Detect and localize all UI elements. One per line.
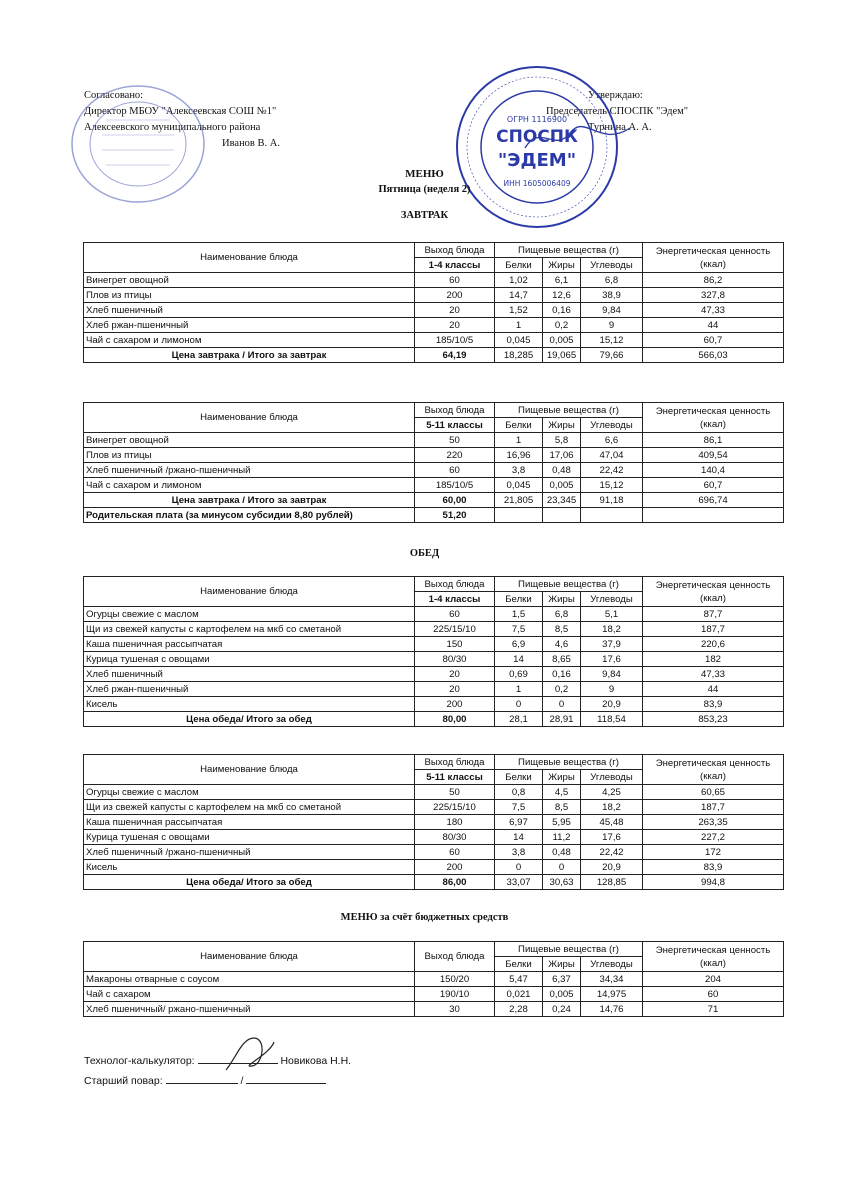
table-row: [84, 815, 784, 830]
dish-carbs: 34,34: [581, 972, 643, 987]
dish-carbs: 9,84: [581, 303, 643, 318]
dish-carbs: 128,85: [581, 875, 643, 890]
parent-fee-value: 51,20: [415, 508, 495, 523]
col-nutrients: Пищевые вещества (г): [495, 577, 643, 592]
col-fats: Жиры: [543, 770, 581, 785]
dish-carbs: 6,8: [581, 273, 643, 288]
dish-carbs: 5,1: [581, 607, 643, 622]
col-fats: Жиры: [543, 957, 581, 972]
table-row: [84, 273, 784, 288]
dish-proteins: 33,07: [495, 875, 543, 890]
table-row: [84, 622, 784, 637]
dish-output: 200: [415, 697, 495, 712]
table-row: [84, 972, 784, 987]
dish-energy: 327,8: [643, 288, 784, 303]
dish-energy: 696,74: [643, 493, 784, 508]
technologist-name: Новикова Н.Н.: [280, 1055, 352, 1067]
dish-name: Хлеб пшеничный /ржано-пшеничный: [84, 845, 415, 860]
table-row: [84, 682, 784, 697]
dish-energy: 44: [643, 682, 784, 697]
dish-output: 180: [415, 815, 495, 830]
table-row: [84, 800, 784, 815]
dish-name: Огурцы свежие с маслом: [84, 785, 415, 800]
dish-output: 150: [415, 637, 495, 652]
dish-output: 60: [415, 607, 495, 622]
dish-fats: 0,48: [543, 845, 581, 860]
dish-fats: 0,005: [543, 333, 581, 348]
table-row: [84, 637, 784, 652]
dish-output: 64,19: [415, 348, 495, 363]
approval-right-signer: Турнина А. А.: [588, 122, 652, 133]
col-output: Выход блюда: [415, 243, 495, 258]
dish-proteins: 2,28: [495, 1002, 543, 1017]
menu-title: МЕНЮ: [405, 168, 444, 180]
dish-fats: 6,37: [543, 972, 581, 987]
col-grade: 5-11 классы: [415, 770, 495, 785]
col-carbs: Углеводы: [581, 592, 643, 607]
total-row: [84, 348, 784, 363]
lunch-1-4-table: [83, 576, 784, 727]
budget-heading: МЕНЮ за счёт бюджетных средств: [340, 912, 509, 923]
dish-carbs: 22,42: [581, 845, 643, 860]
dish-proteins: 3,8: [495, 463, 543, 478]
table-row: [84, 607, 784, 622]
dish-name: Плов из птицы: [84, 288, 415, 303]
dish-fats: 19,065: [543, 348, 581, 363]
dish-fats: 0,005: [543, 987, 581, 1002]
dish-name: Чай с сахаром: [84, 987, 415, 1002]
dish-fats: 4,5: [543, 785, 581, 800]
dish-output: 20: [415, 667, 495, 682]
dish-fats: 0,005: [543, 478, 581, 493]
dish-name: Чай с сахаром и лимоном: [84, 478, 415, 493]
dish-proteins: 6,97: [495, 815, 543, 830]
dish-fats: 23,345: [543, 493, 581, 508]
dish-output: 80/30: [415, 830, 495, 845]
breakfast-5-11-table: [83, 402, 784, 523]
dish-output: 20: [415, 303, 495, 318]
dish-output: 86,00: [415, 875, 495, 890]
col-dish: Наименование блюда: [84, 577, 415, 607]
dish-carbs: 47,04: [581, 448, 643, 463]
col-proteins: Белки: [495, 258, 543, 273]
table-row: [84, 860, 784, 875]
col-carbs: Углеводы: [581, 957, 643, 972]
dish-proteins: 0,8: [495, 785, 543, 800]
dish-proteins: 1: [495, 682, 543, 697]
table-row: [84, 433, 784, 448]
total-row: [84, 493, 784, 508]
col-fats: Жиры: [543, 592, 581, 607]
dish-energy: 566,03: [643, 348, 784, 363]
col-proteins: Белки: [495, 418, 543, 433]
table-row: [84, 785, 784, 800]
dish-energy: 60,7: [643, 478, 784, 493]
col-energy: Энергетическая ценность (ккал): [643, 942, 784, 972]
dish-carbs: 20,9: [581, 697, 643, 712]
dish-name: Каша пшеничная рассыпчатая: [84, 815, 415, 830]
dish-name: Курица тушеная с овощами: [84, 830, 415, 845]
dish-carbs: 15,12: [581, 333, 643, 348]
dish-energy: 86,2: [643, 273, 784, 288]
dish-carbs: 14,76: [581, 1002, 643, 1017]
dish-output: 20: [415, 682, 495, 697]
dish-energy: 60,65: [643, 785, 784, 800]
dish-proteins: 0: [495, 697, 543, 712]
technologist-label: Технолог-калькулятор:: [84, 1055, 195, 1067]
dish-output: 60: [415, 463, 495, 478]
dish-energy: 44: [643, 318, 784, 333]
dish-energy: 60: [643, 987, 784, 1002]
col-fats: Жиры: [543, 418, 581, 433]
col-proteins: Белки: [495, 770, 543, 785]
table-row: [84, 448, 784, 463]
dish-proteins: 21,805: [495, 493, 543, 508]
dish-carbs: 118,54: [581, 712, 643, 727]
dish-name: Чай с сахаром и лимоном: [84, 333, 415, 348]
col-output: Выход блюда: [415, 403, 495, 418]
approval-left-label: Согласовано:: [84, 90, 144, 101]
dish-output: 200: [415, 288, 495, 303]
chair-signature: [520, 118, 640, 158]
dish-proteins: 1,02: [495, 273, 543, 288]
dish-energy: 83,9: [643, 697, 784, 712]
dish-energy: 47,33: [643, 667, 784, 682]
table-row: [84, 845, 784, 860]
dish-proteins: 0,69: [495, 667, 543, 682]
dish-name: Хлеб пшеничный: [84, 303, 415, 318]
dish-name: Хлеб пшеничный /ржано-пшеничный: [84, 463, 415, 478]
dish-proteins: 14,7: [495, 288, 543, 303]
table-row: [84, 652, 784, 667]
dish-proteins: 14: [495, 830, 543, 845]
col-dish: Наименование блюда: [84, 403, 415, 433]
dish-carbs: 6,6: [581, 433, 643, 448]
col-dish: Наименование блюда: [84, 942, 415, 972]
dish-energy: 86,1: [643, 433, 784, 448]
dish-proteins: 3,8: [495, 845, 543, 860]
dish-fats: 4,6: [543, 637, 581, 652]
dish-name: Винегрет овощной: [84, 433, 415, 448]
dish-proteins: 6,9: [495, 637, 543, 652]
total-row: [84, 712, 784, 727]
dish-output: 50: [415, 785, 495, 800]
table-row: [84, 318, 784, 333]
dish-proteins: 1,52: [495, 303, 543, 318]
dish-carbs: 18,2: [581, 800, 643, 815]
dish-name: Щи из свежей капусты с картофелем на мкб со сметаной: [84, 622, 415, 637]
table-row: [84, 478, 784, 493]
dish-carbs: 17,6: [581, 652, 643, 667]
lunch-5-11-table: [83, 754, 784, 890]
dish-proteins: 1: [495, 433, 543, 448]
table-row: [84, 667, 784, 682]
cook-separator: /: [240, 1075, 244, 1087]
dish-output: 80,00: [415, 712, 495, 727]
col-nutrients: Пищевые вещества (г): [495, 755, 643, 770]
dish-carbs: 45,48: [581, 815, 643, 830]
dish-proteins: 5,47: [495, 972, 543, 987]
dish-proteins: 7,5: [495, 800, 543, 815]
col-carbs: Углеводы: [581, 770, 643, 785]
dish-carbs: 20,9: [581, 860, 643, 875]
technologist-signature: [222, 1034, 278, 1074]
dish-fats: 0: [543, 860, 581, 875]
table-row: [84, 830, 784, 845]
stamp-inn: ИНН 1605006409: [503, 179, 571, 188]
dish-fats: 11,2: [543, 830, 581, 845]
dish-proteins: 14: [495, 652, 543, 667]
cook-line: [84, 1075, 326, 1087]
total-row: [84, 875, 784, 890]
lunch-heading: ОБЕД: [409, 548, 440, 559]
col-carbs: Углеводы: [581, 418, 643, 433]
col-grade: 1-4 классы: [415, 258, 495, 273]
dish-name: Хлеб ржан-пшеничный: [84, 318, 415, 333]
col-fats: Жиры: [543, 258, 581, 273]
col-grade: 1-4 классы: [415, 592, 495, 607]
dish-output: 190/10: [415, 987, 495, 1002]
dish-fats: 6,8: [543, 607, 581, 622]
breakfast-1-4-table: [83, 242, 784, 363]
dish-energy: 994,8: [643, 875, 784, 890]
dish-name: Цена завтрака / Итого за завтрак: [84, 348, 415, 363]
dish-fats: 0,16: [543, 667, 581, 682]
dish-output: 50: [415, 433, 495, 448]
dish-name: Цена завтрака / Итого за завтрак: [84, 493, 415, 508]
dish-fats: 12,6: [543, 288, 581, 303]
dish-carbs: 9: [581, 682, 643, 697]
dish-carbs: 18,2: [581, 622, 643, 637]
dish-carbs: 9: [581, 318, 643, 333]
col-carbs: Углеводы: [581, 258, 643, 273]
dish-output: 150/20: [415, 972, 495, 987]
stamp-ogrn: ОГРН 1116900: [506, 115, 568, 124]
dish-carbs: 9,84: [581, 667, 643, 682]
menu-day: Пятница (неделя 2): [378, 184, 471, 195]
dish-proteins: 0: [495, 860, 543, 875]
stamp-name: "ЭДЕМ": [497, 150, 577, 171]
dish-name: Хлеб пшеничный/ ржано-пшеничный: [84, 1002, 415, 1017]
dish-output: 20: [415, 318, 495, 333]
dish-fats: 0,48: [543, 463, 581, 478]
dish-fats: 30,63: [543, 875, 581, 890]
parent-fee-label: Родительская плата (за минусом субсидии 8,80 рублей): [84, 508, 415, 523]
dish-name: Огурцы свежие с маслом: [84, 607, 415, 622]
technologist-line: [84, 1055, 351, 1067]
dish-carbs: 22,42: [581, 463, 643, 478]
col-energy: Энергетическая ценность (ккал): [643, 403, 784, 433]
dish-name: Каша пшеничная рассыпчатая: [84, 637, 415, 652]
col-dish: Наименование блюда: [84, 755, 415, 785]
dish-output: 225/15/10: [415, 622, 495, 637]
dish-fats: 0,24: [543, 1002, 581, 1017]
approval-left-position: Директор МБОУ "Алексеевская СОШ №1": [84, 106, 277, 117]
dish-name: Хлеб ржан-пшеничный: [84, 682, 415, 697]
dish-name: Винегрет овощной: [84, 273, 415, 288]
approval-right-position: Председатель СПОСПК "Эдем": [546, 106, 689, 117]
budget-menu-table: [83, 941, 784, 1017]
col-proteins: Белки: [495, 592, 543, 607]
dish-energy: 140,4: [643, 463, 784, 478]
dish-name: Кисель: [84, 860, 415, 875]
dish-output: 200: [415, 860, 495, 875]
col-output: Выход блюда: [415, 942, 495, 972]
dish-carbs: 17,6: [581, 830, 643, 845]
dish-energy: 204: [643, 972, 784, 987]
dish-energy: 172: [643, 845, 784, 860]
dish-energy: 853,23: [643, 712, 784, 727]
col-energy: Энергетическая ценность (ккал): [643, 577, 784, 607]
stamp-title: СПОСПК: [496, 127, 578, 147]
dish-proteins: 18,285: [495, 348, 543, 363]
dish-proteins: 0,045: [495, 333, 543, 348]
parent-fee-row: [84, 508, 784, 523]
dish-name: Курица тушеная с овощами: [84, 652, 415, 667]
dish-proteins: 0,045: [495, 478, 543, 493]
dish-proteins: 1: [495, 318, 543, 333]
dish-energy: 83,9: [643, 860, 784, 875]
dish-energy: 227,2: [643, 830, 784, 845]
col-proteins: Белки: [495, 957, 543, 972]
dish-carbs: 14,975: [581, 987, 643, 1002]
dish-output: 220: [415, 448, 495, 463]
dish-carbs: 91,18: [581, 493, 643, 508]
dish-energy: 47,33: [643, 303, 784, 318]
table-row: [84, 463, 784, 478]
dish-proteins: 16,96: [495, 448, 543, 463]
dish-energy: 182: [643, 652, 784, 667]
dish-energy: 220,6: [643, 637, 784, 652]
dish-fats: 8,5: [543, 800, 581, 815]
col-nutrients: Пищевые вещества (г): [495, 942, 643, 957]
approval-right-label: Утверждаю:: [588, 90, 643, 101]
table-row: [84, 697, 784, 712]
dish-carbs: 38,9: [581, 288, 643, 303]
dish-output: 30: [415, 1002, 495, 1017]
dish-fats: 0: [543, 697, 581, 712]
dish-energy: 409,54: [643, 448, 784, 463]
dish-carbs: 4,25: [581, 785, 643, 800]
dish-fats: 6,1: [543, 273, 581, 288]
dish-output: 185/10/5: [415, 478, 495, 493]
dish-proteins: 1,5: [495, 607, 543, 622]
col-output: Выход блюда: [415, 577, 495, 592]
dish-name: Макароны отварные с соусом: [84, 972, 415, 987]
dish-fats: 0,2: [543, 318, 581, 333]
table-row: [84, 987, 784, 1002]
dish-carbs: 79,66: [581, 348, 643, 363]
dish-fats: 0,16: [543, 303, 581, 318]
dish-proteins: 0,021: [495, 987, 543, 1002]
dish-name: Цена обеда/ Итого за обед: [84, 875, 415, 890]
dish-energy: 263,35: [643, 815, 784, 830]
table-row: [84, 333, 784, 348]
col-dish: Наименование блюда: [84, 243, 415, 273]
dish-fats: 28,91: [543, 712, 581, 727]
col-nutrients: Пищевые вещества (г): [495, 243, 643, 258]
col-grade: 5-11 классы: [415, 418, 495, 433]
dish-name: Плов из птицы: [84, 448, 415, 463]
dish-fats: 5,8: [543, 433, 581, 448]
dish-output: 60: [415, 273, 495, 288]
col-output: Выход блюда: [415, 755, 495, 770]
dish-energy: 187,7: [643, 800, 784, 815]
dish-output: 225/15/10: [415, 800, 495, 815]
approval-left-district: Алексеевского муниципального района: [84, 122, 261, 133]
dish-name: Хлеб пшеничный: [84, 667, 415, 682]
breakfast-heading: ЗАВТРАК: [400, 210, 449, 221]
col-nutrients: Пищевые вещества (г): [495, 403, 643, 418]
dish-fats: 17,06: [543, 448, 581, 463]
dish-fats: 5,95: [543, 815, 581, 830]
dish-fats: 0,2: [543, 682, 581, 697]
table-row: [84, 1002, 784, 1017]
dish-energy: 60,7: [643, 333, 784, 348]
table-row: [84, 288, 784, 303]
dish-energy: 187,7: [643, 622, 784, 637]
dish-proteins: 7,5: [495, 622, 543, 637]
dish-output: 60,00: [415, 493, 495, 508]
dish-output: 185/10/5: [415, 333, 495, 348]
dish-output: 60: [415, 845, 495, 860]
dish-energy: 71: [643, 1002, 784, 1017]
col-energy: Энергетическая ценность (ккал): [643, 755, 784, 785]
dish-energy: 87,7: [643, 607, 784, 622]
dish-output: 80/30: [415, 652, 495, 667]
dish-fats: 8,5: [543, 622, 581, 637]
approval-left-signer: Иванов В. А.: [222, 138, 280, 149]
dish-carbs: 37,9: [581, 637, 643, 652]
cook-label: Старший повар:: [84, 1075, 163, 1087]
table-row: [84, 303, 784, 318]
dish-name: Кисель: [84, 697, 415, 712]
dish-proteins: 28,1: [495, 712, 543, 727]
dish-name: Цена обеда/ Итого за обед: [84, 712, 415, 727]
dish-name: Щи из свежей капусты с картофелем на мкб со сметаной: [84, 800, 415, 815]
dish-fats: 8,65: [543, 652, 581, 667]
col-energy: Энергетическая ценность (ккал): [643, 243, 784, 273]
dish-carbs: 15,12: [581, 478, 643, 493]
